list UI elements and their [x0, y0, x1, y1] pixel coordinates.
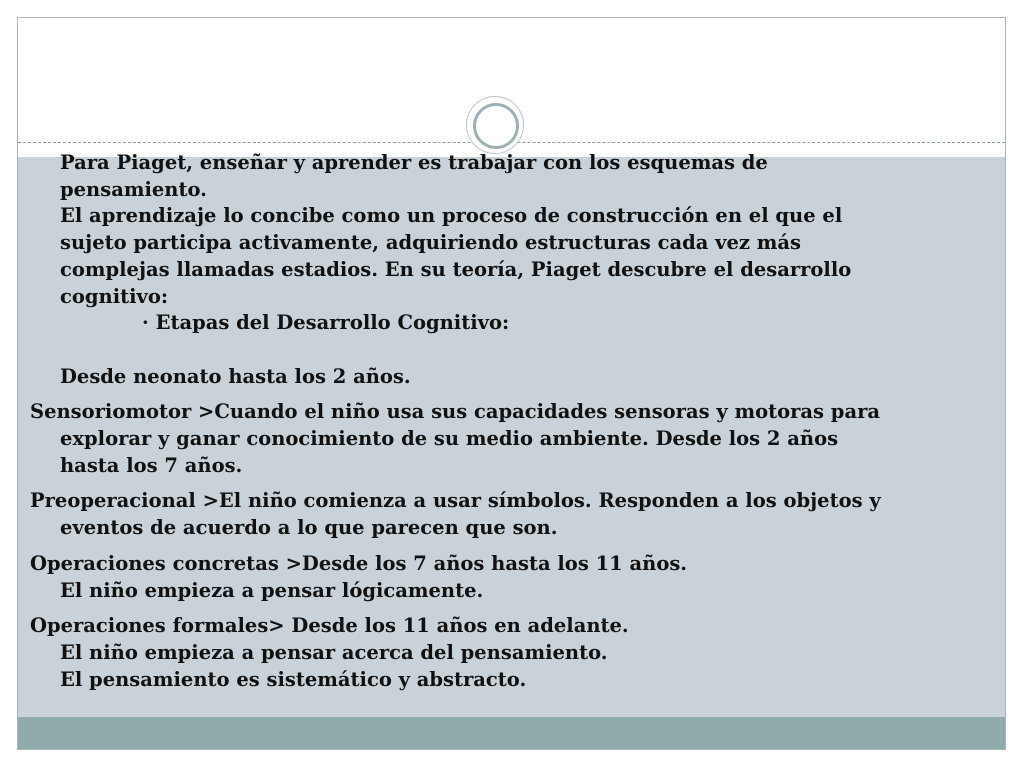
stage-preoperacional [30, 488, 950, 541]
stage-line: Operaciones formales> Desde los 11 años en adelante. [30, 614, 629, 638]
stage-line: El niño empieza a pensar acerca del pensamiento. [60, 640, 608, 664]
footer-bar [18, 717, 1005, 750]
intro-line: sujeto participa activamente, adquiriendo estructuras cada vez más [60, 231, 801, 255]
stage-operaciones-concretas [30, 551, 950, 604]
intro-line: El aprendizaje lo concibe como un proceso de construcción en el que el [60, 204, 843, 228]
stage-line: El niño empieza a pensar lógicamente. [60, 578, 484, 602]
stage-line: explorar y ganar conocimiento de su medio ambiente. Desde los 2 años [60, 427, 839, 451]
intro-line: complejas llamadas estadios. En su teoría, Piaget descubre el desarrollo [60, 257, 852, 281]
neonate-line: Desde neonato hasta los 2 años. [60, 364, 411, 388]
stage-sensoriomotor [30, 399, 950, 479]
stage-operaciones-formales [30, 613, 950, 693]
stage-line: Preoperacional >El niño comienza a usar símbolos. Responden a los objetos y [30, 489, 881, 513]
stage-line: El pensamiento es sistemático y abstracto. [60, 667, 527, 691]
stages-title: · Etapas del Desarrollo Cognitivo: [142, 311, 510, 335]
stage-line: eventos de acuerdo a lo que parecen que son. [60, 516, 558, 540]
stage-line: Operaciones concretas >Desde los 7 años hasta los 11 años. [30, 551, 688, 575]
intro-line: cognitivo: [60, 284, 169, 308]
intro-line: pensamiento. [60, 177, 207, 201]
slide-body-text [30, 150, 950, 693]
blank-line [30, 337, 950, 364]
stage-line: hasta los 7 años. [60, 453, 243, 477]
circle-ring-icon [473, 103, 519, 149]
intro-line: Para Piaget, enseñar y aprender es trabajar con los esquemas de [60, 151, 768, 174]
circle-ornament-icon [466, 96, 524, 154]
stage-line: Sensoriomotor >Cuando el niño usa sus capacidades sensoras y motoras para [30, 400, 880, 424]
